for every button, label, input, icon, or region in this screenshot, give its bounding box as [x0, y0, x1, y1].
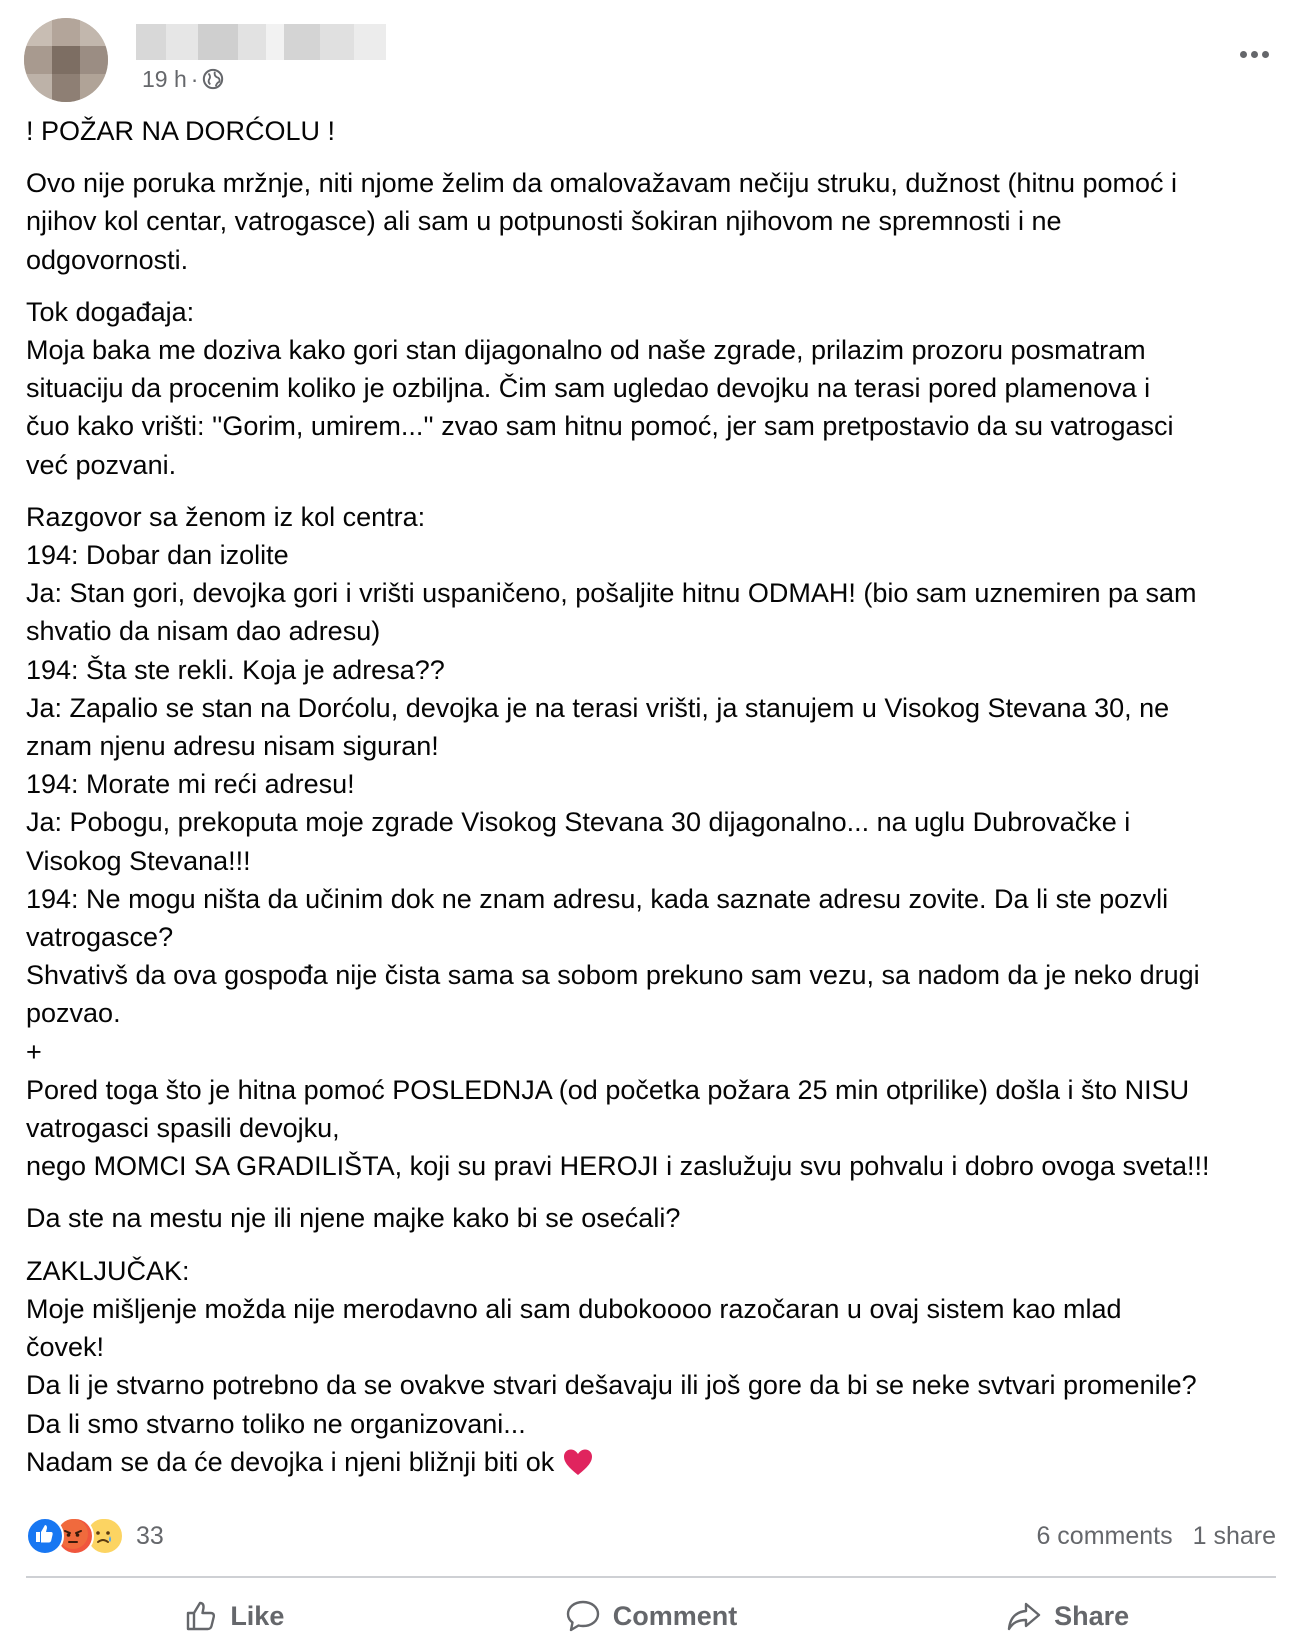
divider — [26, 1576, 1276, 1578]
post-line: Visokog Stevana!!! — [26, 845, 251, 876]
reaction-count[interactable]: 33 — [136, 1521, 164, 1550]
share-label: Share — [1054, 1600, 1130, 1631]
post-line: Ja: Zapalio se stan na Dorćolu, devojka je na terasi vrišti, ja stanujem u Visokog Stevana 30, ne — [26, 692, 1170, 723]
more-options-icon[interactable] — [1232, 32, 1276, 76]
comments-count[interactable]: 6 comments — [1036, 1521, 1173, 1550]
action-bar — [26, 1588, 1276, 1644]
post-stats — [1016, 1516, 1276, 1556]
post-line: čuo kako vrišti: ''Gorim, umirem...'' zvao sam hitnu pomoć, jer sam pretpostavio da su vatrogasci — [26, 411, 1174, 442]
post-header — [24, 18, 1280, 102]
avatar[interactable] — [24, 18, 108, 102]
post-paragraph — [26, 293, 1284, 484]
post-line: Shvativš da ova gospođa nije čista sama sa sobom prekuno sam vezu, sa nadom da je neko drugi — [26, 960, 1200, 991]
post-line: čovek! — [26, 1332, 105, 1363]
comment-button[interactable] — [443, 1588, 860, 1644]
post-line: već pozvani. — [26, 449, 177, 480]
post-line: + — [26, 1036, 42, 1067]
reactions-summary[interactable] — [26, 1516, 164, 1556]
red-heart-icon — [562, 1447, 594, 1477]
post-line: ZAKLJUČAK: — [26, 1255, 190, 1286]
post-line: situaciju da procenim koliko je ozbiljna. Čim sam ugledao devojku na terasi pored plamenova i — [26, 373, 1151, 404]
globe-icon[interactable] — [202, 68, 224, 90]
like-button[interactable] — [26, 1588, 443, 1644]
post-line: Ovo nije poruka mržnje, niti njome želim da omalovažavam nečiju struku, dužnost (hitnu pomoć i — [26, 168, 1178, 199]
post-time[interactable]: 19 h — [142, 65, 187, 92]
post-line: Da li je stvarno potrebno da se ovakve stvari dešavaju ili još gore da bi se neke svtvari promenile? — [26, 1370, 1197, 1401]
comment-label: Comment — [612, 1600, 738, 1631]
post-content — [26, 112, 1284, 1495]
post-line: znam njenu adresu nisam siguran! — [26, 731, 439, 762]
post-line: njihov kol centar, vatrogasce) ali sam u potpunosti šokiran njihovom ne spremnosti i ne — [26, 206, 1062, 237]
shares-count[interactable]: 1 share — [1192, 1521, 1276, 1550]
post-line: Pored toga što je hitna pomoć POSLEDNJA (od početka požara 25 min otprilike) došla i što NISU — [26, 1074, 1190, 1105]
post-line: Moje mišljenje možda nije merodavno ali sam dubokoooo razočaran u ovaj sistem kao mlad — [26, 1293, 1122, 1324]
post-line: odgovornosti. — [26, 244, 189, 275]
post-line: vatrogasce? — [26, 922, 174, 953]
post-line: Da li smo stvarno toliko ne organizovani... — [26, 1408, 526, 1439]
post-paragraph — [26, 1199, 1284, 1237]
post-line: Ja: Stan gori, devojka gori i vrišti uspaničeno, pošaljite hitnu ODMAH! (bio sam uznemiren pa sam — [26, 578, 1197, 609]
post-line: 194: Dobar dan izolite — [26, 540, 289, 571]
post-line: Da ste na mestu nje ili njene majke kako bi se osećali? — [26, 1203, 681, 1234]
post-line: vatrogasci spasili devojku, — [26, 1113, 340, 1144]
post-line: Razgovor sa ženom iz kol centra: — [26, 501, 426, 532]
post-line: 194: Šta ste rekli. Koja je adresa?? — [26, 654, 445, 685]
post-line: Moja baka me doziva kako gori stan dijagonalno od naše zgrade, prilazim prozoru posmatram — [26, 335, 1146, 366]
post-body — [26, 164, 1284, 1481]
post-title: ! POŽAR NA DORĆOLU ! — [26, 116, 336, 146]
post-meta — [142, 62, 224, 96]
share-button[interactable] — [859, 1588, 1276, 1644]
post-line: 194: Ne mogu ništa da učinim dok ne znam adresu, kada saznate adresu zovite. Da li ste pozvli — [26, 883, 1169, 914]
like-icon — [26, 1517, 64, 1555]
post-line: Nadam se da će devojka i njeni bližnji biti ok — [26, 1443, 1284, 1481]
meta-separator: · — [190, 65, 199, 92]
like-label: Like — [230, 1600, 285, 1631]
post-line: nego MOMCI SA GRADILIŠTA, koji su pravi HEROJI i zaslužuju svu pohvalu i dobro ovoga sveta!!! — [26, 1151, 1210, 1182]
comment-icon — [565, 1599, 601, 1633]
post-line: shvatio da nisam dao adresu) — [26, 616, 381, 647]
author-name-blurred[interactable] — [136, 24, 386, 60]
post-line: 194: Morate mi reći adresu! — [26, 769, 355, 800]
share-arrow-icon — [1006, 1599, 1042, 1633]
post-paragraph — [26, 498, 1284, 1186]
post-paragraph — [26, 164, 1284, 279]
post-paragraph — [26, 1252, 1284, 1481]
thumbs-up-icon — [184, 1599, 218, 1633]
post-line: Tok događaja: — [26, 296, 195, 327]
post-line: Ja: Pobogu, prekoputa moje zgrade Visokog Stevana 30 dijagonalno... na uglu Dubrovačke i — [26, 807, 1131, 838]
post-line: pozvao. — [26, 998, 121, 1029]
